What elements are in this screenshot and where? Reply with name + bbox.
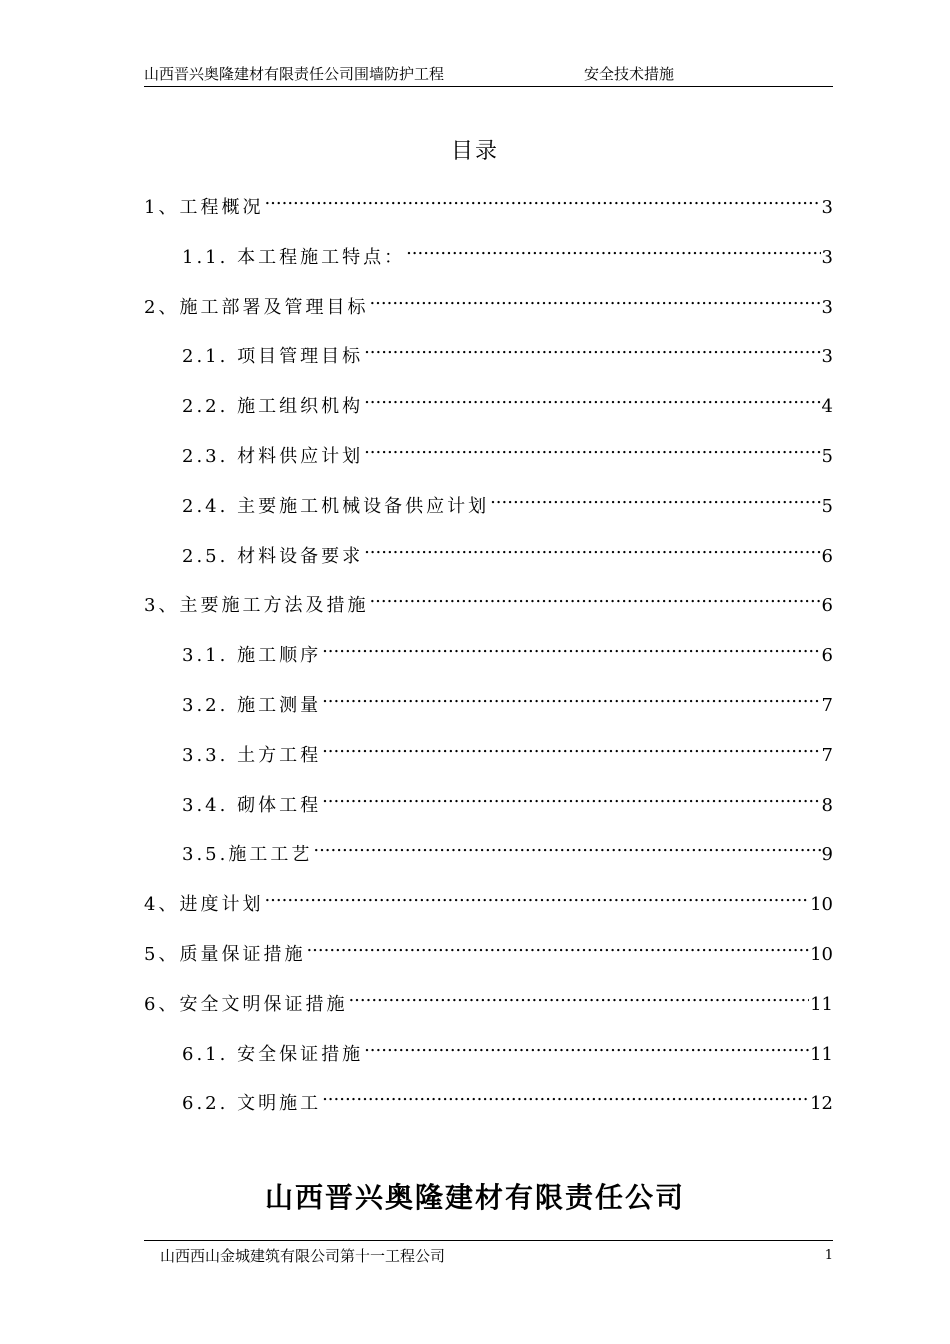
toc-entry-label: 3.3. 土方工程 [182,744,322,766]
header-project-title: 山西晋兴奥隆建材有限责任公司围墙防护工程 [144,65,445,83]
toc-leader-dots [406,235,820,263]
toc-entry[interactable] [144,882,833,932]
toc-entry-page: 7 [821,694,833,716]
toc-title: 目录 [450,139,499,164]
toc-entry-label: 6.2. 文明施工 [182,1093,322,1115]
toc-entry[interactable] [144,583,833,633]
toc-leader-dots [364,1032,809,1060]
toc-entry-label: 5、质量保证措施 [144,943,306,965]
page-header [144,64,833,87]
toc-leader-dots [313,832,820,860]
toc-entry-label: 2.2. 施工组织机构 [182,396,364,418]
toc-entry-label: 3、主要施工方法及措施 [144,595,369,617]
toc-entry-page: 10 [810,894,833,916]
page-footer [144,1240,833,1265]
toc-entry-page: 5 [821,495,833,517]
toc-leader-dots [322,633,820,661]
footer-page-number: 1 [824,1248,833,1263]
toc-entry-page: 9 [821,844,833,866]
toc-entry[interactable] [144,932,833,982]
toc-entry[interactable] [144,434,833,484]
toc-entry-page: 3 [821,346,833,368]
toc-entry-label: 3.4. 砌体工程 [182,794,322,816]
toc-entry[interactable] [144,982,833,1032]
toc-entry-page: 10 [810,943,833,965]
toc-entry-label: 6.1. 安全保证措施 [182,1043,364,1065]
toc-entry-page: 7 [821,744,833,766]
footer-company-name: 山西西山金城建筑有限公司第十一工程公司 [160,1247,446,1265]
toc-entry-page: 11 [810,1043,833,1065]
toc-leader-dots [369,285,820,313]
toc-entry-label: 4、进度计划 [144,894,264,916]
toc-entry[interactable] [144,783,833,833]
toc-entry-label: 2.3. 材料供应计划 [182,445,364,467]
toc-leader-dots [306,932,809,960]
toc-entry-label: 3.2. 施工测量 [182,694,322,716]
toc-entry-page: 4 [821,396,833,418]
toc-entry-page: 3 [821,197,833,218]
toc-entry[interactable] [144,334,833,384]
toc-entry-page: 8 [821,794,833,816]
toc-leader-dots [369,583,820,611]
toc-entry-label: 3.1. 施工顺序 [182,645,322,667]
toc-entry-label: 2.5. 材料设备要求 [182,545,364,567]
toc-entry[interactable] [144,384,833,434]
toc-entry[interactable] [144,235,833,285]
toc-entry-page: 6 [821,645,833,667]
toc-entry-label: 2、施工部署及管理目标 [144,296,369,318]
toc-entry-page: 5 [821,445,833,467]
toc-entry[interactable] [144,534,833,584]
toc-leader-dots [322,733,820,761]
toc-leader-dots [364,534,820,562]
toc-leader-dots [364,434,820,462]
toc-entry[interactable] [144,1081,833,1131]
toc-entry-page: 11 [810,993,833,1015]
company-title: 山西晋兴奥隆建材有限责任公司 [264,1181,685,1214]
toc-entry-label: 2.4. 主要施工机械设备供应计划 [182,495,490,517]
toc-entry-page: 6 [821,595,833,617]
header-section-title: 安全技术措施 [584,65,675,83]
toc-leader-dots [364,334,820,362]
toc-leader-dots [264,185,820,213]
toc-entry-label: 1、工程概况 [144,197,264,218]
toc-leader-dots [322,1081,809,1109]
toc-leader-dots [364,384,820,412]
toc-entry[interactable] [144,185,833,235]
toc-entry-label: 6、安全文明保证措施 [144,993,348,1015]
toc-entry-page: 3 [821,296,833,318]
toc-entry-page: 12 [810,1093,833,1115]
toc-leader-dots [322,783,820,811]
toc-entry-label: 3.5.施工工艺 [182,844,313,866]
toc-leader-dots [490,484,820,512]
toc-leader-dots [322,683,820,711]
toc-entry[interactable] [144,1032,833,1082]
toc-leader-dots [264,882,809,910]
toc-entry[interactable] [144,285,833,335]
toc-entry-page: 3 [821,246,833,268]
toc-entry-page: 6 [821,545,833,567]
toc-entry[interactable] [144,832,833,882]
toc-entry[interactable] [144,733,833,783]
toc-entry[interactable] [144,633,833,683]
toc-entry[interactable] [144,484,833,534]
table-of-contents [144,185,833,1131]
toc-entry[interactable] [144,683,833,733]
toc-entry-label: 1.1. 本工程施工特点： [182,246,406,268]
toc-leader-dots [348,982,809,1010]
toc-entry-label: 2.1. 项目管理目标 [182,346,364,368]
